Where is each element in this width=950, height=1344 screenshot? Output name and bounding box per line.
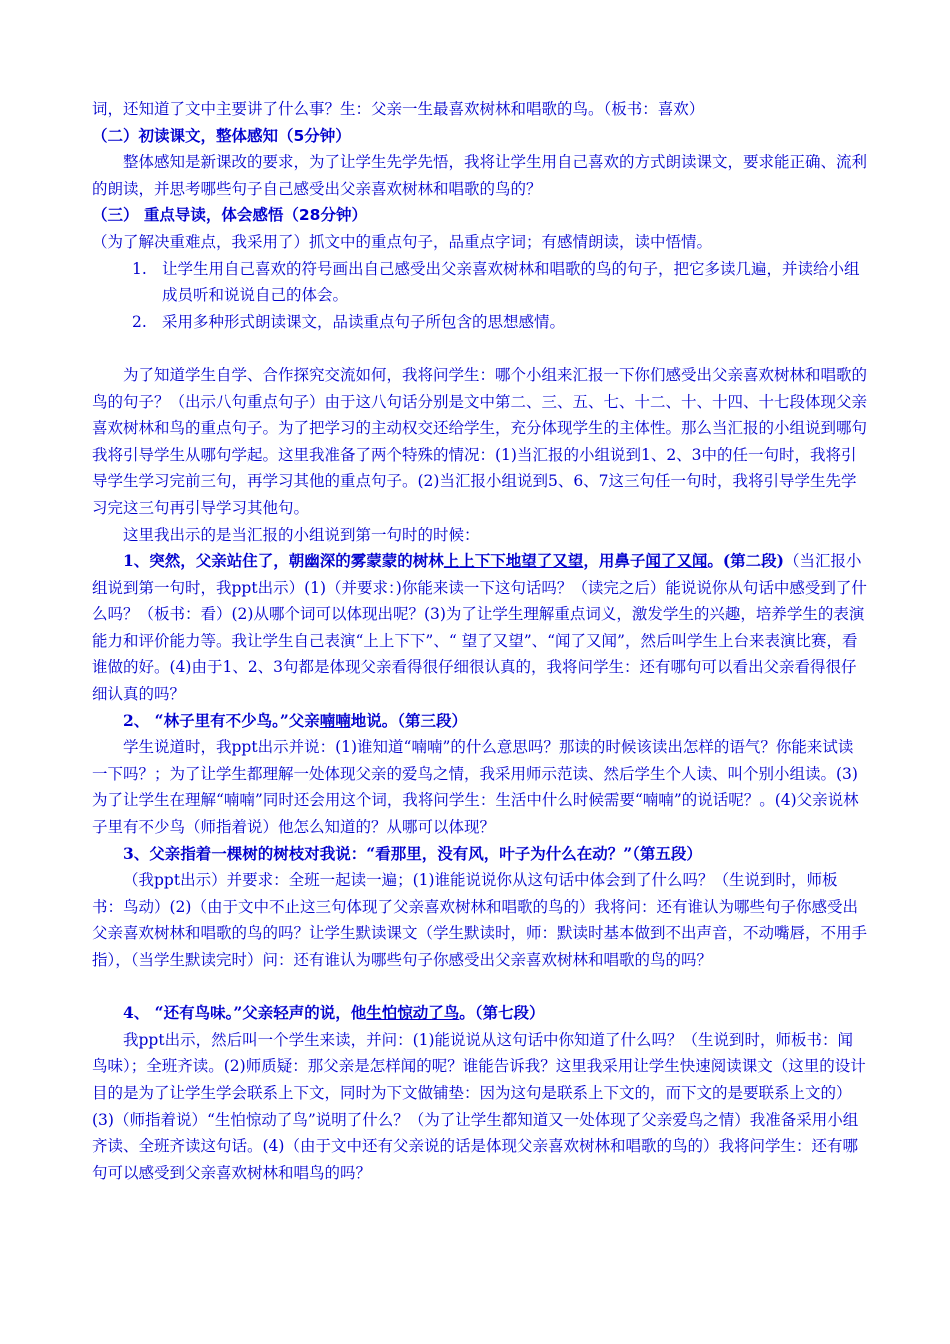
sentence-text: 2、 “林子里有不少鸟。”父亲 [123,710,320,730]
list-item [92,256,867,309]
sentence-text: ，用鼻子 [583,551,646,571]
section-heading: （三） 重点导读，体会感悟（28分钟） [92,206,367,225]
section-heading: （二）初读课文，整体感知（5分钟） [92,126,351,145]
sentence-text: 。（第七段） [459,1003,545,1023]
key-sentence-1 [92,548,867,708]
paragraph: （为了解决重难点，我采用了）抓文中的重点句子，品重点字词；有感情朗读，读中悟情。 [92,232,713,251]
numbered-list [92,256,867,336]
key-sentence-4 [92,1000,867,1027]
key-sentence-2 [92,708,867,735]
underlined-phrase: 上上下下地望了又望 [443,551,584,571]
list-text: 让学生用自己喜欢的符号画出自己感受出父亲喜欢树林和唱歌的鸟的句子，把它多读几遍，并读给小组成员听和说说自己的体会。 [162,259,860,305]
underlined-phrase: 闻了又闻 [645,551,708,571]
paragraph: 整体感知是新课改的要求，为了让学生先学先悟，我将让学生用自己喜欢的方式朗读课文，要求能正确、流利的朗读，并思考哪些句子自己感受出父亲喜欢树林和唱歌的鸟的？ [92,153,868,198]
list-text: 采用多种形式朗读课文，品读重点句子所包含的思想感情。 [162,312,566,331]
paragraph: 为了知道学生自学、合作探究交流如何，我将问学生：哪个小组来汇报一下你们感受出父亲喜欢树林和唱歌的鸟的句子？（出示八句重点句子）由于这八句话分别是文中第二、三、五、七、十二、十、十四、十七段体现父亲喜欢树林和鸟的重点句子。为了把学习的主动权交还给学生，充分体现学生的主体性。那么当汇报的小组说到哪句我将引导学生从哪句学起。这里我准备了两个特殊的情况：(1)当汇报的小组说到1、2、3中的任一句时，我将引导学生学习完前三句，再学习其他的重点句子。(2)当汇报小组说到5、6、7这三句任一句时，我将引导学生先学习完这三句再引导学习其他句。 [92,365,868,517]
sentence-text: 。(第二段) [707,551,785,571]
list-item [92,309,867,336]
key-sentence-3: 3、父亲指着一棵树的树枝对我说：“看那里，没有风，叶子为什么在动？”（第五段） [123,843,702,863]
sentence-text: 1、突然，父亲站住了，朝幽深的雾蒙蒙的树林 [123,551,444,571]
list-number: 1. [132,259,147,278]
document-page [92,96,867,1186]
sentence-text: 4、 “还有鸟味。”父亲轻声的说，他 [123,1003,367,1023]
spacer [92,335,867,362]
spacer [92,974,867,1001]
paragraph: 词，还知道了文中主要讲了什么事？生：父亲一生最喜欢树林和唱歌的鸟。（板书：喜欢） [92,100,705,118]
underlined-phrase: 喃喃 [319,710,351,730]
paragraph: 学生说道时，我ppt出示并说：(1)谁知道“喃喃”的什么意思吗？那读的时候该读出怎样的语气？你能来试读一下吗？；为了让学生都理解一处体现父亲的爱鸟之情，我采用师示范读、然后学生个人读、叫个别小组读。(3)为了让学生在理解“喃喃”同时还会用这个词，我将问学生：生活中什么时候需要“喃喃”的说话呢？。(4)父亲说林子里有不少鸟（师指着说）他怎么知道的？从哪可以体现？ [92,738,859,837]
paragraph: 这里我出示的是当汇报的小组说到第一句时的时候： [123,525,480,544]
paragraph: （我ppt出示）并要求：全班一起读一遍；(1)谁能说说你从这句话中体会到了什么吗？（生说到时，师板书：鸟动）(2)（由于文中不止这三句体现了父亲喜欢树林和唱歌的鸟的）我将问：还有谁认为哪些句子你感受出父亲喜欢树林和唱歌的鸟的吗？让学生默读课文（学生默读时，师：默读时基本做到不出声音，不动嘴唇，不用手指），（当学生默读完时）问：还有谁认为哪些句子你感受出父亲喜欢树林和唱歌的鸟的吗？ [92,871,868,969]
sentence-text: 地说。（第三段） [350,710,468,730]
sentence-commentary: （当汇报小组说到第一句时，我ppt出示）(1)（并要求：)你能来读一下这句话吗？（读完之后）能说说你从句话中感受到了什么吗？（板书：看）(2)从哪个词可以体现出呢？(3)为了让学生理解重点词义，激发学生的兴趣，培养学生的表演能力和评价能力等。我让学生自己表演“上上下下”、“ 望了又望”、“闻了又闻”，然后叫学生上台来表演比赛，看谁做的好。(4)由于1、2、3句都是体现父亲看得很仔细很认真的，我将问学生：还有哪句可以看出父亲看得很仔细认真的吗？ [92,552,867,704]
underlined-phrase: 生怕惊动了鸟 [366,1003,460,1023]
list-number: 2. [132,312,147,331]
paragraph: 我ppt出示，然后叫一个学生来读，并问：(1)能说说从这句话中你知道了什么吗？（生说到时，师板书：闻 鸟味）；全班齐读。(2)师质疑：那父亲是怎样闻的呢？谁能告诉我？这里我采用让学生快速阅读课文（这里的设计目的是为了让学生学会联系上下文，同时为下文做铺垫：因为这句是联系上下文的，而下文的是要联系上文的）(3)（师指着说）“生怕惊动了鸟”说明了什么？（为了让学生都知道又一处体现了父亲爱鸟之情）我准备采用小组齐读、全班齐读这句话。(4)（由于文中还有父亲说的话是体现父亲喜欢树林和唱歌的鸟的）我将问学生：还有哪句可以感受到父亲喜欢树林和唱鸟的吗？ [92,1030,866,1182]
